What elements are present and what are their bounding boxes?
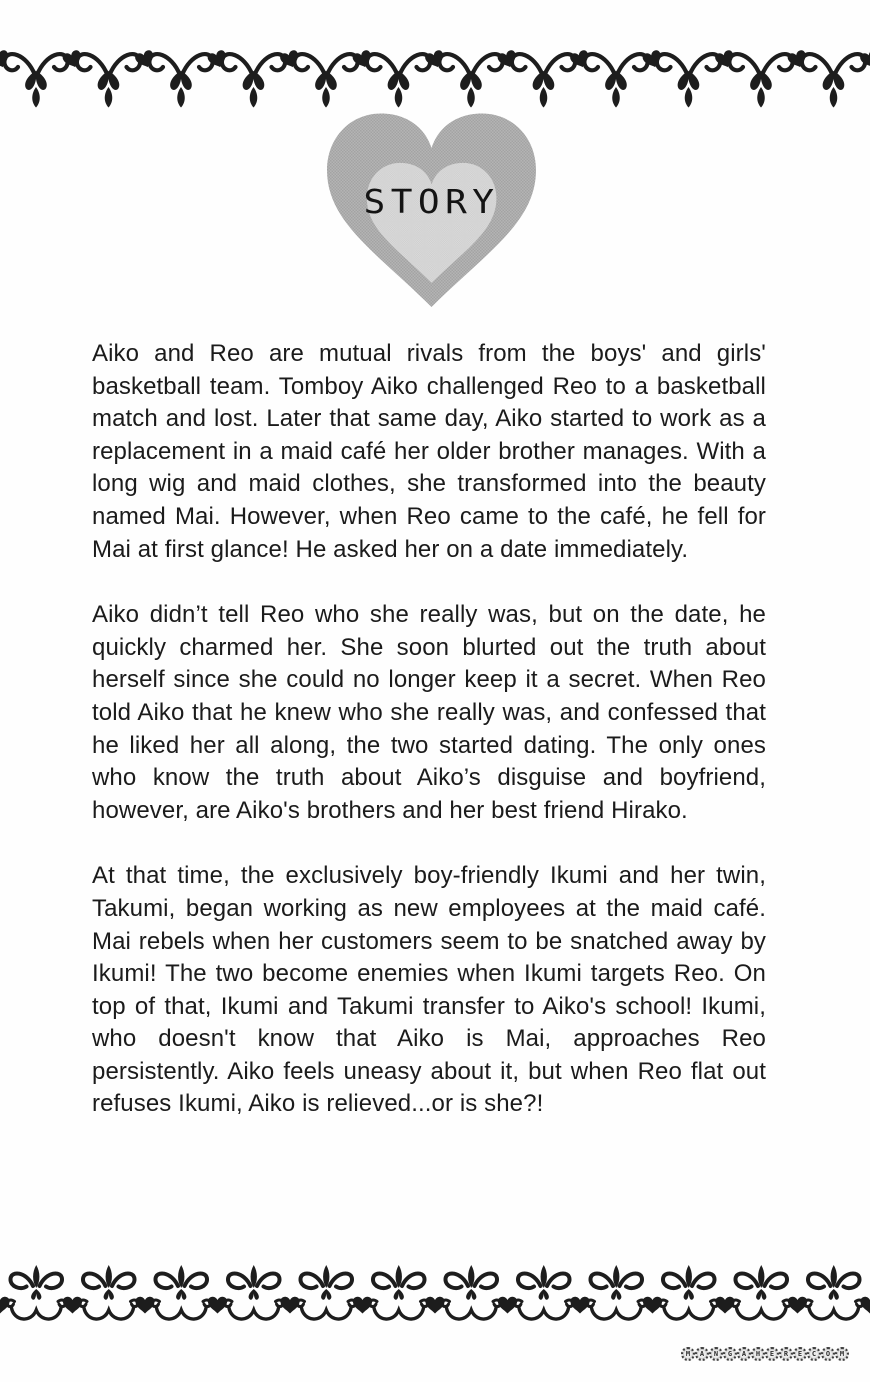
watermark-letter-badge — [695, 1347, 709, 1361]
bottom-fleur-scallop-border — [0, 1264, 870, 1328]
watermark-letter-badge — [681, 1347, 695, 1361]
watermark-letter-badge — [835, 1347, 849, 1361]
watermark-letter: N — [713, 1349, 719, 1358]
watermark-letter: A — [699, 1349, 705, 1358]
watermark-letter-badge — [821, 1347, 835, 1361]
watermark-letter: G — [727, 1349, 733, 1358]
top-floral-scroll-border — [0, 44, 870, 110]
watermark-letter-badge — [737, 1347, 751, 1361]
watermark-letter: O — [825, 1349, 831, 1358]
watermark-letter-badge — [779, 1347, 793, 1361]
watermark-letter: H — [755, 1349, 761, 1358]
watermark-letter-badge — [751, 1347, 765, 1361]
story-heading: STORY — [363, 182, 500, 221]
watermark-letter-badge — [709, 1347, 723, 1361]
watermark-letter: C — [811, 1349, 817, 1358]
story-heart-graphic — [324, 112, 539, 310]
watermark-letter-badge — [793, 1347, 807, 1361]
watermark-letter: M — [839, 1349, 845, 1358]
watermark-letter-badge — [765, 1347, 779, 1361]
story-paragraph-1: Aiko and Reo are mutual rivals from the boys' and girls' basketball team. Tomboy Aiko challenged Reo to a basketball match and lost. Later that same day, Aiko started to work as a replacement in a maid café her older brother manages. With a long wig and maid clothes, she transformed into the beauty named Mai. However, when Reo came to the café, he fell for Mai at first glance! He asked her on a date immediately. — [92, 340, 766, 563]
watermark-letter-badge — [807, 1347, 821, 1361]
mangahere-watermark — [681, 1347, 849, 1361]
watermark-letter-badge — [723, 1347, 737, 1361]
watermark-letter: E — [797, 1349, 803, 1358]
watermark-letter: E — [769, 1349, 775, 1358]
watermark-letter: M — [685, 1349, 691, 1358]
story-synopsis — [92, 338, 766, 1121]
story-paragraph-3: At that time, the exclusively boy-friendly Ikumi and her twin, Takumi, began working as new employees at the maid café. Mai rebels when her customers seem to be snatched away by Ikumi! The two become enemies when Ikumi targets Reo. On top of that, Ikumi and Takumi transfer to Aiko's school! Ikumi, who doesn't know that Aiko is Mai, approaches Reo persistently. Aiko feels uneasy about it, but when Reo flat out refuses Ikumi, Aiko is relieved...or is she?! — [92, 862, 766, 1118]
story-paragraph-2: Aiko didn’t tell Reo who she really was, but on the date, he quickly charmed her. She soon blurted out the truth about herself since she could no longer keep it a secret. When Reo told Aiko that he knew who she really was, and confessed that he liked her all along, the two started dating. The only ones who know the truth about Aiko’s disguise and boyfriend, however, are Aiko's brothers and her best friend Hirako. — [92, 601, 766, 824]
watermark-letter: R — [783, 1349, 789, 1358]
watermark-letter: A — [741, 1349, 747, 1358]
